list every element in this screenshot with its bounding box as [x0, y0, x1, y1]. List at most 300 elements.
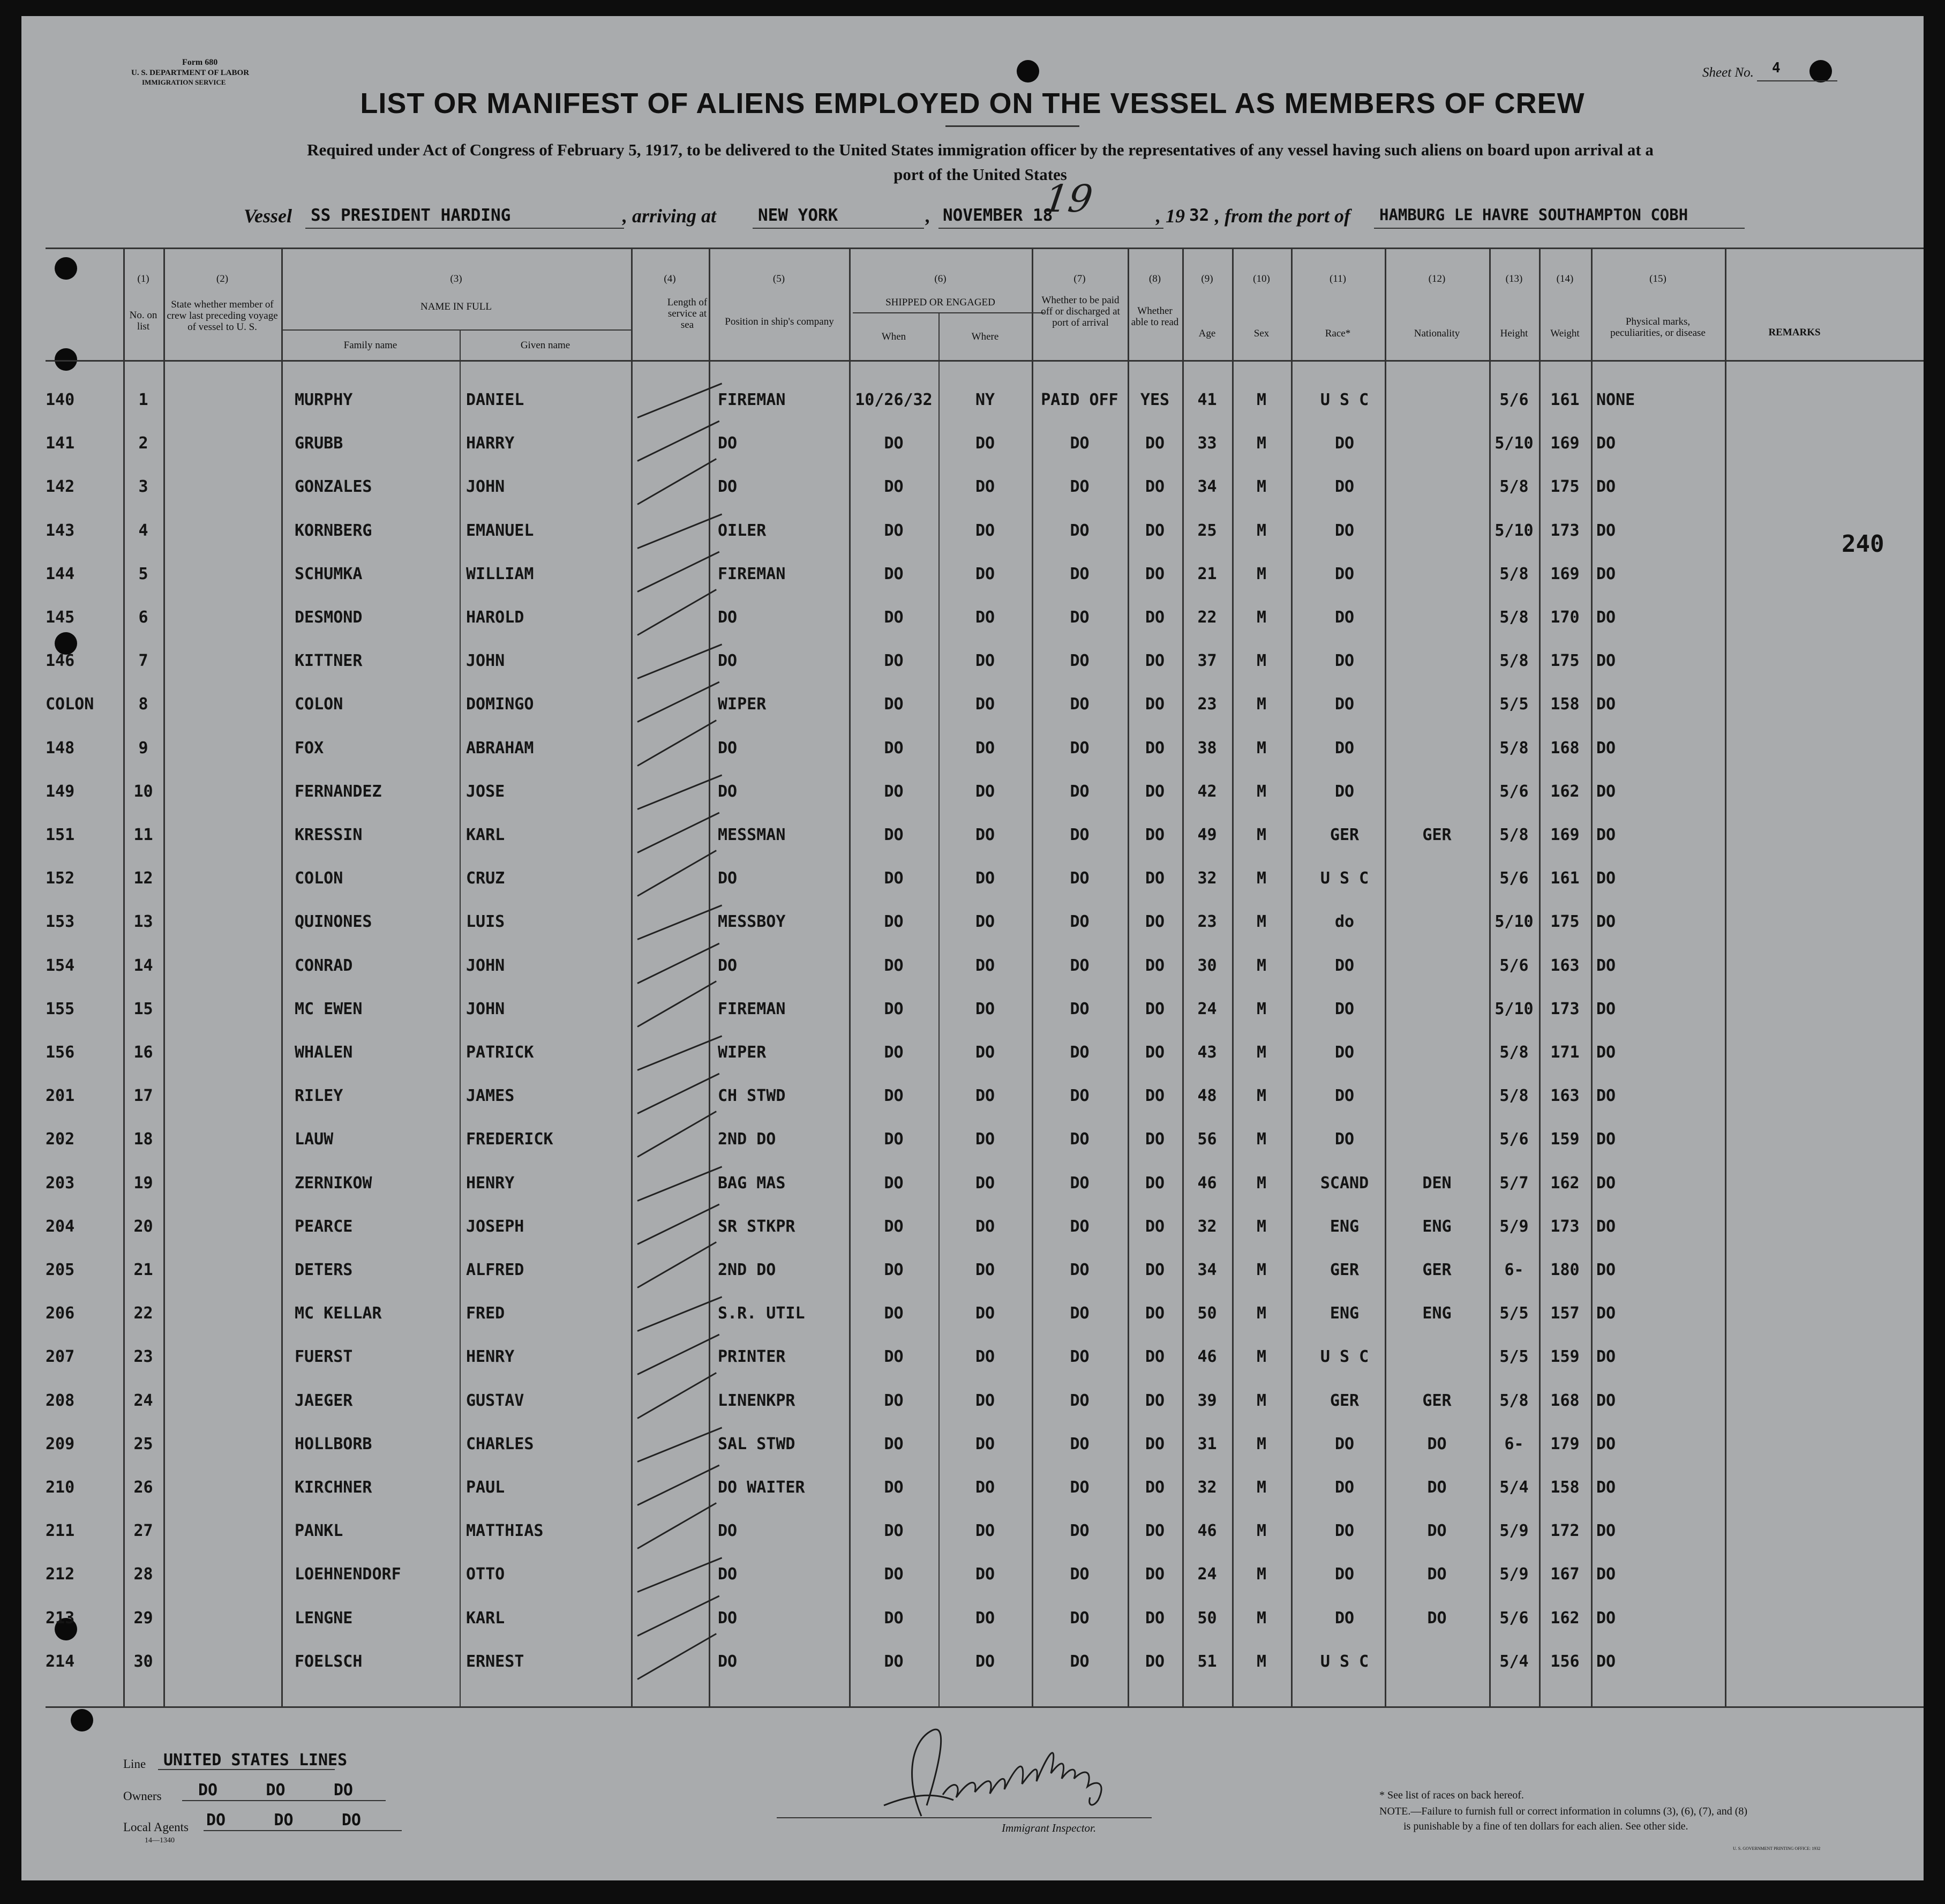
- col-header-read: Whether able to read: [1131, 305, 1179, 328]
- height: 5/6: [1499, 391, 1529, 409]
- given-name: HENRY: [466, 1347, 515, 1366]
- col-rule: [163, 248, 165, 1706]
- col-rule: [460, 329, 461, 1706]
- from-port-label: , from the port of: [1215, 205, 1351, 227]
- given-name: KARL: [466, 1609, 505, 1628]
- sex: M: [1256, 1043, 1267, 1062]
- age: 46: [1197, 1347, 1217, 1366]
- family-name: WHALEN: [295, 1043, 353, 1062]
- family-name: MC EWEN: [295, 1000, 363, 1018]
- position: 2ND DO: [718, 1130, 776, 1149]
- arriving-label: , arriving at: [622, 205, 717, 227]
- position: DO: [718, 956, 738, 975]
- weight: 158: [1550, 695, 1580, 714]
- list-ref-number: 208: [46, 1391, 75, 1410]
- able-to-read: DO: [1145, 1174, 1165, 1193]
- race: DO: [1334, 739, 1355, 758]
- age: 56: [1197, 1130, 1217, 1149]
- age: 34: [1197, 477, 1217, 496]
- sex: M: [1256, 1609, 1267, 1628]
- height: 5/8: [1499, 565, 1529, 583]
- family-name: KITTNER: [295, 651, 363, 670]
- sex: M: [1256, 1174, 1267, 1193]
- age: 32: [1197, 1478, 1217, 1497]
- page-stamp-number: 240: [1842, 530, 1884, 558]
- shipped-when: DO: [884, 477, 904, 496]
- physical-marks: DO: [1596, 1391, 1616, 1410]
- age: 22: [1197, 608, 1217, 627]
- position: DO: [718, 1521, 738, 1540]
- position: DO: [718, 869, 738, 888]
- position: DO: [718, 434, 738, 453]
- shipped-where: DO: [975, 782, 995, 801]
- list-ref-number: 204: [46, 1217, 75, 1236]
- physical-marks: DO: [1596, 1217, 1616, 1236]
- weight: 162: [1550, 782, 1580, 801]
- height: 5/6: [1499, 956, 1529, 975]
- shipped-where: DO: [975, 1304, 995, 1323]
- paid-off: DO: [1070, 1565, 1090, 1584]
- given-name: HAROLD: [466, 608, 524, 627]
- family-name: FERNANDEZ: [295, 782, 382, 801]
- list-ref-number: COLON: [46, 695, 94, 714]
- col-header-physical-marks: Physical marks, peculiarities, or disease: [1610, 316, 1706, 339]
- age: 30: [1197, 956, 1217, 975]
- penalty-note-cont: is punishable by a fine of ten dollars for each alien. See other side.: [1403, 1820, 1688, 1832]
- nationality: DO: [1427, 1609, 1447, 1628]
- punch-hole: [71, 1709, 93, 1731]
- height: 5/6: [1499, 782, 1529, 801]
- col-header-height: Height: [1500, 328, 1528, 339]
- list-ref-number: 212: [46, 1565, 75, 1584]
- shipped-when: DO: [884, 1130, 904, 1149]
- shipped-when: DO: [884, 1304, 904, 1323]
- given-name: ERNEST: [466, 1652, 524, 1671]
- height: 5/4: [1499, 1478, 1529, 1497]
- arrival-year: 32: [1189, 206, 1210, 225]
- physical-marks: DO: [1596, 1174, 1616, 1193]
- shipped-when: DO: [884, 1174, 904, 1193]
- weight: 168: [1550, 1391, 1580, 1410]
- physical-marks: DO: [1596, 782, 1616, 801]
- physical-marks: DO: [1596, 1521, 1616, 1540]
- race: U S C: [1320, 391, 1369, 409]
- weight: 170: [1550, 608, 1580, 627]
- col-header-last-voyage: State whether member of crew last preceding voyage of vessel to U. S.: [167, 299, 278, 333]
- list-ref-number: 201: [46, 1086, 75, 1105]
- shipped-when: DO: [884, 695, 904, 714]
- paid-off: DO: [1070, 1478, 1090, 1497]
- able-to-read: DO: [1145, 695, 1165, 714]
- header-bottom-rule: [46, 360, 1924, 362]
- race: DO: [1334, 434, 1355, 453]
- able-to-read: DO: [1145, 521, 1165, 540]
- list-ref-number: 142: [46, 477, 75, 496]
- subtitle-line1: Required under Act of Congress of February 5, 1917, to be delivered to the United States immigration officer by the representatives of any vessel having such aliens on board upon arrival at a: [307, 140, 1654, 159]
- sex: M: [1256, 912, 1267, 931]
- height: 5/8: [1499, 739, 1529, 758]
- agents-label: Local Agents: [123, 1820, 189, 1834]
- height: 5/5: [1499, 695, 1529, 714]
- race: do: [1334, 912, 1355, 931]
- date-underline: [938, 228, 1163, 229]
- race: DO: [1334, 1521, 1355, 1540]
- family-name: SCHUMKA: [295, 565, 363, 583]
- height: 5/9: [1499, 1217, 1529, 1236]
- position: LINENKPR: [718, 1391, 795, 1410]
- family-name: FOX: [295, 739, 324, 758]
- row-number: 22: [133, 1304, 153, 1323]
- service-check-mark: [637, 551, 719, 593]
- sex: M: [1256, 1130, 1267, 1149]
- shipped-where: DO: [975, 956, 995, 975]
- printer-imprint: U. S. GOVERNMENT PRINTING OFFICE: 1932: [1733, 1846, 1821, 1851]
- service-check-mark: [637, 1465, 719, 1506]
- table-top-rule: [46, 248, 1924, 249]
- physical-marks: DO: [1596, 1043, 1616, 1062]
- weight: 156: [1550, 1652, 1580, 1671]
- physical-marks: DO: [1596, 1086, 1616, 1105]
- list-ref-number: 156: [46, 1043, 75, 1062]
- paid-off: DO: [1070, 1347, 1090, 1366]
- row-number: 5: [138, 565, 148, 583]
- height: 5/8: [1499, 1391, 1529, 1410]
- nationality: GER: [1422, 1391, 1452, 1410]
- col-number: (15): [1649, 273, 1666, 284]
- paid-off: DO: [1070, 1217, 1090, 1236]
- physical-marks: DO: [1596, 826, 1616, 844]
- subtitle-line2: port of the United States: [893, 165, 1067, 184]
- position: FIREMAN: [718, 1000, 786, 1018]
- able-to-read: DO: [1145, 1000, 1165, 1018]
- punch-hole: [55, 257, 77, 280]
- sex: M: [1256, 1347, 1267, 1366]
- service-check-mark: [637, 850, 717, 897]
- family-name: LENGNE: [295, 1609, 353, 1628]
- able-to-read: DO: [1145, 1478, 1165, 1497]
- shipped-where: DO: [975, 1217, 995, 1236]
- height: 5/8: [1499, 651, 1529, 670]
- given-name: DOMINGO: [466, 695, 534, 714]
- physical-marks: DO: [1596, 434, 1616, 453]
- shipped-where: DO: [975, 912, 995, 931]
- shipped-when: DO: [884, 1391, 904, 1410]
- able-to-read: DO: [1145, 1347, 1165, 1366]
- race: DO: [1334, 1000, 1355, 1018]
- service-check-mark: [637, 943, 719, 984]
- paid-off: DO: [1070, 1304, 1090, 1323]
- list-ref-number: 207: [46, 1347, 75, 1366]
- list-ref-number: 214: [46, 1652, 75, 1671]
- age: 41: [1197, 391, 1217, 409]
- given-name: PAUL: [466, 1478, 505, 1497]
- col-header-name: NAME IN FULL: [420, 301, 492, 312]
- owners-label: Owners: [123, 1789, 162, 1803]
- position: CH STWD: [718, 1086, 786, 1105]
- given-name: OTTO: [466, 1565, 505, 1584]
- punch-hole: [1017, 60, 1039, 83]
- row-number: 20: [133, 1217, 153, 1236]
- sex: M: [1256, 391, 1267, 409]
- family-name: MURPHY: [295, 391, 353, 409]
- paid-off: DO: [1070, 1652, 1090, 1671]
- family-name: MC KELLAR: [295, 1304, 382, 1323]
- row-number: 28: [133, 1565, 153, 1584]
- paid-off: DO: [1070, 1043, 1090, 1062]
- age: 32: [1197, 1217, 1217, 1236]
- sheet-number-underline: [1757, 80, 1837, 81]
- race: GER: [1330, 1391, 1360, 1410]
- family-name: RILEY: [295, 1086, 343, 1105]
- shipped-where: DO: [975, 826, 995, 844]
- col-header-age: Age: [1198, 328, 1216, 339]
- arriving-underline: [753, 228, 924, 229]
- col-number: (6): [934, 273, 947, 284]
- given-name: GUSTAV: [466, 1391, 524, 1410]
- position: DO: [718, 782, 738, 801]
- able-to-read: YES: [1140, 391, 1170, 409]
- shipped-when: DO: [884, 651, 904, 670]
- shipped-when: DO: [884, 1609, 904, 1628]
- able-to-read: DO: [1145, 1521, 1165, 1540]
- row-number: 2: [138, 434, 148, 453]
- age: 50: [1197, 1304, 1217, 1323]
- paid-off: DO: [1070, 1000, 1090, 1018]
- department-label: U. S. DEPARTMENT OF LABOR: [131, 69, 250, 77]
- able-to-read: DO: [1145, 869, 1165, 888]
- sex: M: [1256, 1261, 1267, 1279]
- service-check-mark: [637, 1204, 719, 1245]
- col-rule: [1725, 248, 1726, 1706]
- paid-off: DO: [1070, 695, 1090, 714]
- position: SAL STWD: [718, 1435, 795, 1453]
- col-number: (8): [1148, 273, 1161, 284]
- arriving-port: NEW YORK: [758, 206, 838, 225]
- shipped-when: DO: [884, 1043, 904, 1062]
- age: 42: [1197, 782, 1217, 801]
- paid-off: DO: [1070, 565, 1090, 583]
- sex: M: [1256, 956, 1267, 975]
- paid-off: DO: [1070, 521, 1090, 540]
- list-ref-number: 206: [46, 1304, 75, 1323]
- list-ref-number: 145: [46, 608, 75, 627]
- shipped-where: DO: [975, 1609, 995, 1628]
- shipped-where: DO: [975, 1086, 995, 1105]
- col-rule: [281, 248, 283, 1706]
- list-ref-number: 152: [46, 869, 75, 888]
- race: ENG: [1330, 1217, 1360, 1236]
- race: U S C: [1320, 1652, 1369, 1671]
- position: BAG MAS: [718, 1174, 786, 1193]
- paid-off: DO: [1070, 434, 1090, 453]
- vessel-name: SS PRESIDENT HARDING: [311, 206, 511, 225]
- col-header-service: Length of service at sea: [667, 297, 708, 331]
- position: FIREMAN: [718, 565, 786, 583]
- list-ref-number: 141: [46, 434, 75, 453]
- family-name: LAUW: [295, 1130, 334, 1149]
- age: 24: [1197, 1565, 1217, 1584]
- height: 5/9: [1499, 1565, 1529, 1584]
- race: U S C: [1320, 1347, 1369, 1366]
- weight: 179: [1550, 1435, 1580, 1453]
- race: DO: [1334, 782, 1355, 801]
- given-name: FRED: [466, 1304, 505, 1323]
- able-to-read: DO: [1145, 434, 1165, 453]
- physical-marks: DO: [1596, 651, 1616, 670]
- row-number: 9: [138, 739, 148, 758]
- sex: M: [1256, 1086, 1267, 1105]
- row-number: 27: [133, 1521, 153, 1540]
- row-number: 8: [138, 695, 148, 714]
- position: DO: [718, 1565, 738, 1584]
- paid-off: DO: [1070, 782, 1090, 801]
- col-header-nationality: Nationality: [1414, 328, 1460, 339]
- weight: 162: [1550, 1174, 1580, 1193]
- race: DO: [1334, 1130, 1355, 1149]
- given-name: JOSEPH: [466, 1217, 524, 1236]
- row-number: 16: [133, 1043, 153, 1062]
- from-port: HAMBURG LE HAVRE SOUTHAMPTON COBH: [1379, 206, 1688, 224]
- paid-off: DO: [1070, 739, 1090, 758]
- age: 49: [1197, 826, 1217, 844]
- row-number: 18: [133, 1130, 153, 1149]
- able-to-read: DO: [1145, 608, 1165, 627]
- service-check-mark: [637, 812, 719, 853]
- list-ref-number: 151: [46, 826, 75, 844]
- physical-marks: DO: [1596, 1435, 1616, 1453]
- able-to-read: DO: [1145, 1130, 1165, 1149]
- col-number: (2): [216, 273, 229, 284]
- sex: M: [1256, 869, 1267, 888]
- shipped-when: DO: [884, 1086, 904, 1105]
- row-number: 23: [133, 1347, 153, 1366]
- shipped-when: DO: [884, 1347, 904, 1366]
- age: 23: [1197, 912, 1217, 931]
- col-number: (12): [1428, 273, 1446, 284]
- position: MESSMAN: [718, 826, 786, 844]
- given-name: ABRAHAM: [466, 739, 534, 758]
- service-check-mark: [637, 1073, 719, 1114]
- list-ref-number: 154: [46, 956, 75, 975]
- family-name: ZERNIKOW: [295, 1174, 372, 1193]
- signature-svg: [846, 1698, 1125, 1827]
- weight: 173: [1550, 1000, 1580, 1018]
- race: DO: [1334, 1086, 1355, 1105]
- shipped-where: DO: [975, 1435, 995, 1453]
- sex: M: [1256, 1304, 1267, 1323]
- service-check-mark: [637, 1372, 717, 1419]
- row-number: 24: [133, 1391, 153, 1410]
- date-separator: ,: [926, 205, 930, 227]
- col-number: (1): [137, 273, 149, 284]
- weight: 175: [1550, 477, 1580, 496]
- row-number: 13: [133, 912, 153, 931]
- age: 43: [1197, 1043, 1217, 1062]
- able-to-read: DO: [1145, 1261, 1165, 1279]
- row-number: 4: [138, 521, 148, 540]
- form-code: 14—1340: [145, 1836, 175, 1845]
- race: SCAND: [1320, 1174, 1369, 1193]
- age: 25: [1197, 521, 1217, 540]
- age: 46: [1197, 1521, 1217, 1540]
- col-header-no-on-list: No. on list: [129, 310, 157, 332]
- race: GER: [1330, 826, 1360, 844]
- height: 5/7: [1499, 1174, 1529, 1193]
- paid-off: DO: [1070, 1086, 1090, 1105]
- service-check-mark: [637, 1595, 719, 1637]
- physical-marks: DO: [1596, 1347, 1616, 1366]
- physical-marks: DO: [1596, 1565, 1616, 1584]
- given-name: JOHN: [466, 477, 505, 496]
- col-header-given-name: Given name: [520, 340, 570, 351]
- vessel-underline: [305, 228, 624, 229]
- weight: 159: [1550, 1347, 1580, 1366]
- age: 46: [1197, 1174, 1217, 1193]
- age: 32: [1197, 869, 1217, 888]
- age: 33: [1197, 434, 1217, 453]
- form-number: Form 680: [182, 58, 218, 67]
- given-name: MATTHIAS: [466, 1521, 544, 1540]
- col-number: (13): [1505, 273, 1523, 284]
- physical-marks: DO: [1596, 1261, 1616, 1279]
- position: DO: [718, 1609, 738, 1628]
- row-number: 10: [133, 782, 153, 801]
- inspector-signature: [846, 1698, 1125, 1827]
- age: 23: [1197, 695, 1217, 714]
- position: WIPER: [718, 695, 767, 714]
- position: DO: [718, 739, 738, 758]
- shipped-where: DO: [975, 1347, 995, 1366]
- shipped-when: DO: [884, 608, 904, 627]
- shipped-where: DO: [975, 695, 995, 714]
- family-name: JAEGER: [295, 1391, 353, 1410]
- race: DO: [1334, 565, 1355, 583]
- race: DO: [1334, 1435, 1355, 1453]
- sex: M: [1256, 695, 1267, 714]
- service-check-mark: [637, 589, 717, 636]
- shipped-where: DO: [975, 565, 995, 583]
- list-ref-number: 202: [46, 1130, 75, 1149]
- sheet-label: Sheet No.: [1702, 65, 1754, 80]
- name-subrule: [283, 329, 631, 331]
- position: DO: [718, 477, 738, 496]
- sex: M: [1256, 1391, 1267, 1410]
- vessel-label: Vessel: [244, 205, 292, 227]
- race: DO: [1334, 1478, 1355, 1497]
- line-label: Line: [123, 1757, 146, 1771]
- race: DO: [1334, 695, 1355, 714]
- race: DO: [1334, 477, 1355, 496]
- given-name: JOHN: [466, 1000, 505, 1018]
- shipped-when: DO: [884, 956, 904, 975]
- given-name: HARRY: [466, 434, 515, 453]
- col-header-race: Race*: [1325, 328, 1351, 339]
- arrival-month-day: NOVEMBER 18: [943, 206, 1053, 225]
- sex: M: [1256, 565, 1267, 583]
- race: GER: [1330, 1261, 1360, 1279]
- shipped-when: DO: [884, 1652, 904, 1671]
- race: DO: [1334, 1565, 1355, 1584]
- given-name: CHARLES: [466, 1435, 534, 1453]
- age: 38: [1197, 739, 1217, 758]
- position: OILER: [718, 521, 767, 540]
- row-number: 29: [133, 1609, 153, 1628]
- list-ref-number: 213: [46, 1609, 75, 1628]
- shipped-where: DO: [975, 608, 995, 627]
- list-ref-number: 146: [46, 651, 75, 670]
- punch-hole: [1809, 60, 1832, 83]
- given-name: ALFRED: [466, 1261, 524, 1279]
